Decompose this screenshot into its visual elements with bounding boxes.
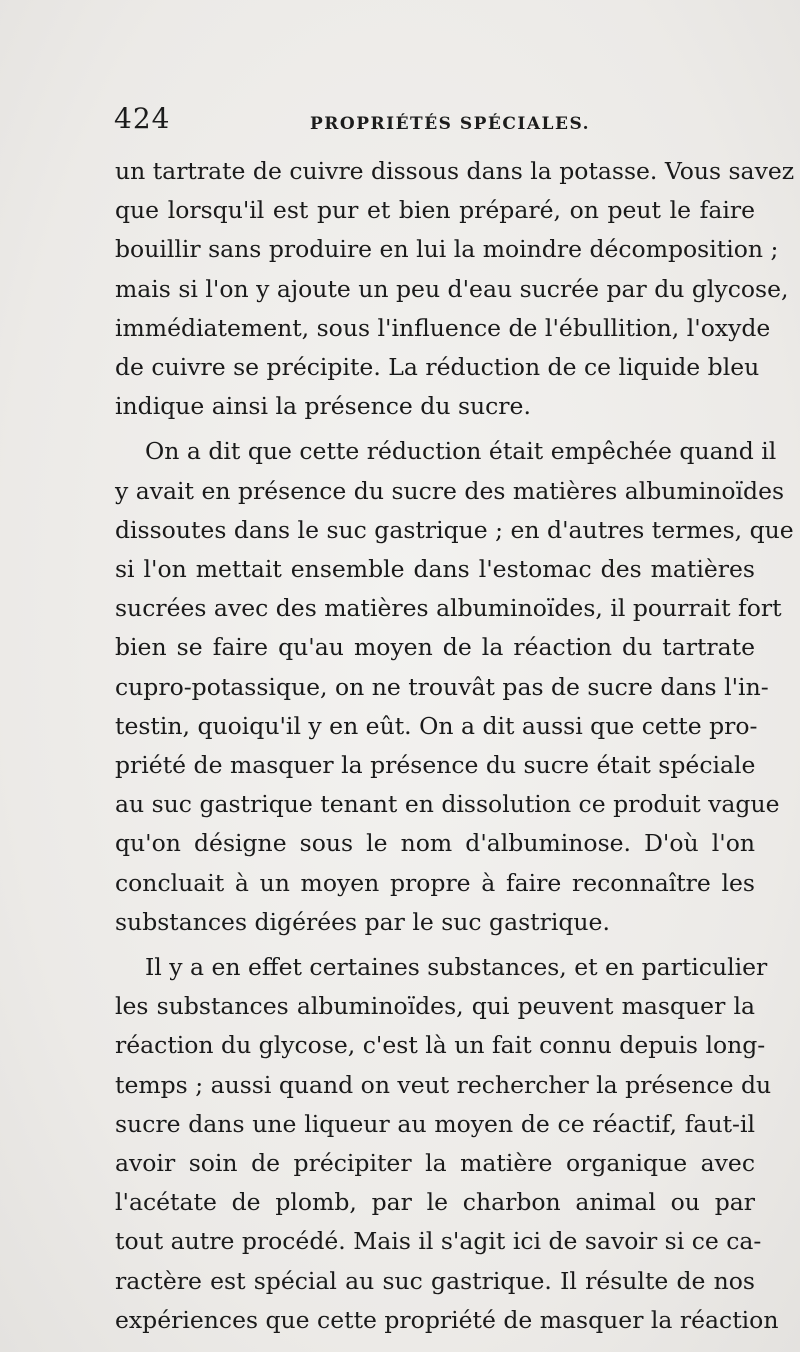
text-line: l'acétate de plomb, par le charbon animal ou par [115, 1188, 755, 1217]
body-text [115, 152, 795, 1346]
paragraph-2 [115, 432, 794, 942]
text-line: expériences que cette propriété de masquer la réaction [115, 1305, 779, 1334]
text-line: ractère est spécial au suc gastrique. Il résulte de nos [115, 1266, 755, 1295]
text-line: temps ; aussi quand on veut rechercher la présence du [115, 1070, 772, 1099]
paragraph-3 [115, 948, 779, 1340]
text-line: concluait à un moyen propre à faire reconnaître les [115, 868, 755, 897]
text-line: de cuivre se précipite. La réduction de ce liquide bleu [115, 353, 760, 382]
text-line: un tartrate de cuivre dissous dans la potasse. Vous savez [115, 157, 795, 185]
text-line: les substances albuminoïdes, qui peuvent masquer la [115, 992, 755, 1021]
text-line: que lorsqu'il est pur et bien préparé, on peut le faire [115, 196, 755, 225]
text-line: avoir soin de précipiter la matière organique avec [115, 1149, 755, 1178]
paragraph-1 [115, 152, 795, 426]
text-line: bien se faire qu'au moyen de la réaction du tartrate [115, 633, 755, 662]
running-head: PROPRIÉTÉS SPÉCIALES. [310, 114, 591, 134]
text-line: réaction du glycose, c'est là un fait connu depuis long- [115, 1031, 766, 1060]
text-line: qu'on désigne sous le nom d'albuminose. D'où l'on [115, 829, 755, 858]
text-line: On a dit que cette réduction était empêchée quand il [145, 437, 777, 466]
page-number: 424 [114, 102, 171, 135]
text-line: mais si l'on y ajoute un peu d'eau sucrée par du glycose, [115, 274, 789, 303]
text-line: au suc gastrique tenant en dissolution ce produit vague [115, 790, 780, 819]
text-line: immédiatement, sous l'influence de l'ébullition, l'oxyde [115, 313, 771, 342]
text-line: indique ainsi la présence du sucre. [115, 392, 531, 421]
text-line: tout autre procédé. Mais il s'agit ici de savoir si ce ca- [115, 1227, 762, 1256]
text-line: sucrées avec des matières albuminoïdes, il pourrait fort [115, 594, 782, 623]
page-header [114, 102, 754, 142]
text-line: Il y a en effet certaines substances, et en particulier [145, 953, 768, 982]
text-line: dissoutes dans le suc gastrique ; en d'autres termes, que [115, 515, 794, 544]
text-line: testin, quoiqu'il y en eût. On a dit aussi que cette pro- [115, 711, 758, 740]
text-line: si l'on mettait ensemble dans l'estomac des matières [115, 555, 755, 584]
text-line: priété de masquer la présence du sucre était spéciale [115, 751, 756, 780]
text-line: sucre dans une liqueur au moyen de ce réactif, faut-il [115, 1109, 755, 1138]
text-line: bouillir sans produire en lui la moindre décomposition ; [115, 235, 779, 264]
text-line: substances digérées par le suc gastrique. [115, 907, 610, 936]
text-line: cupro-potassique, on ne trouvât pas de sucre dans l'in- [115, 672, 769, 701]
text-line: y avait en présence du sucre des matières albuminoïdes [115, 476, 785, 505]
